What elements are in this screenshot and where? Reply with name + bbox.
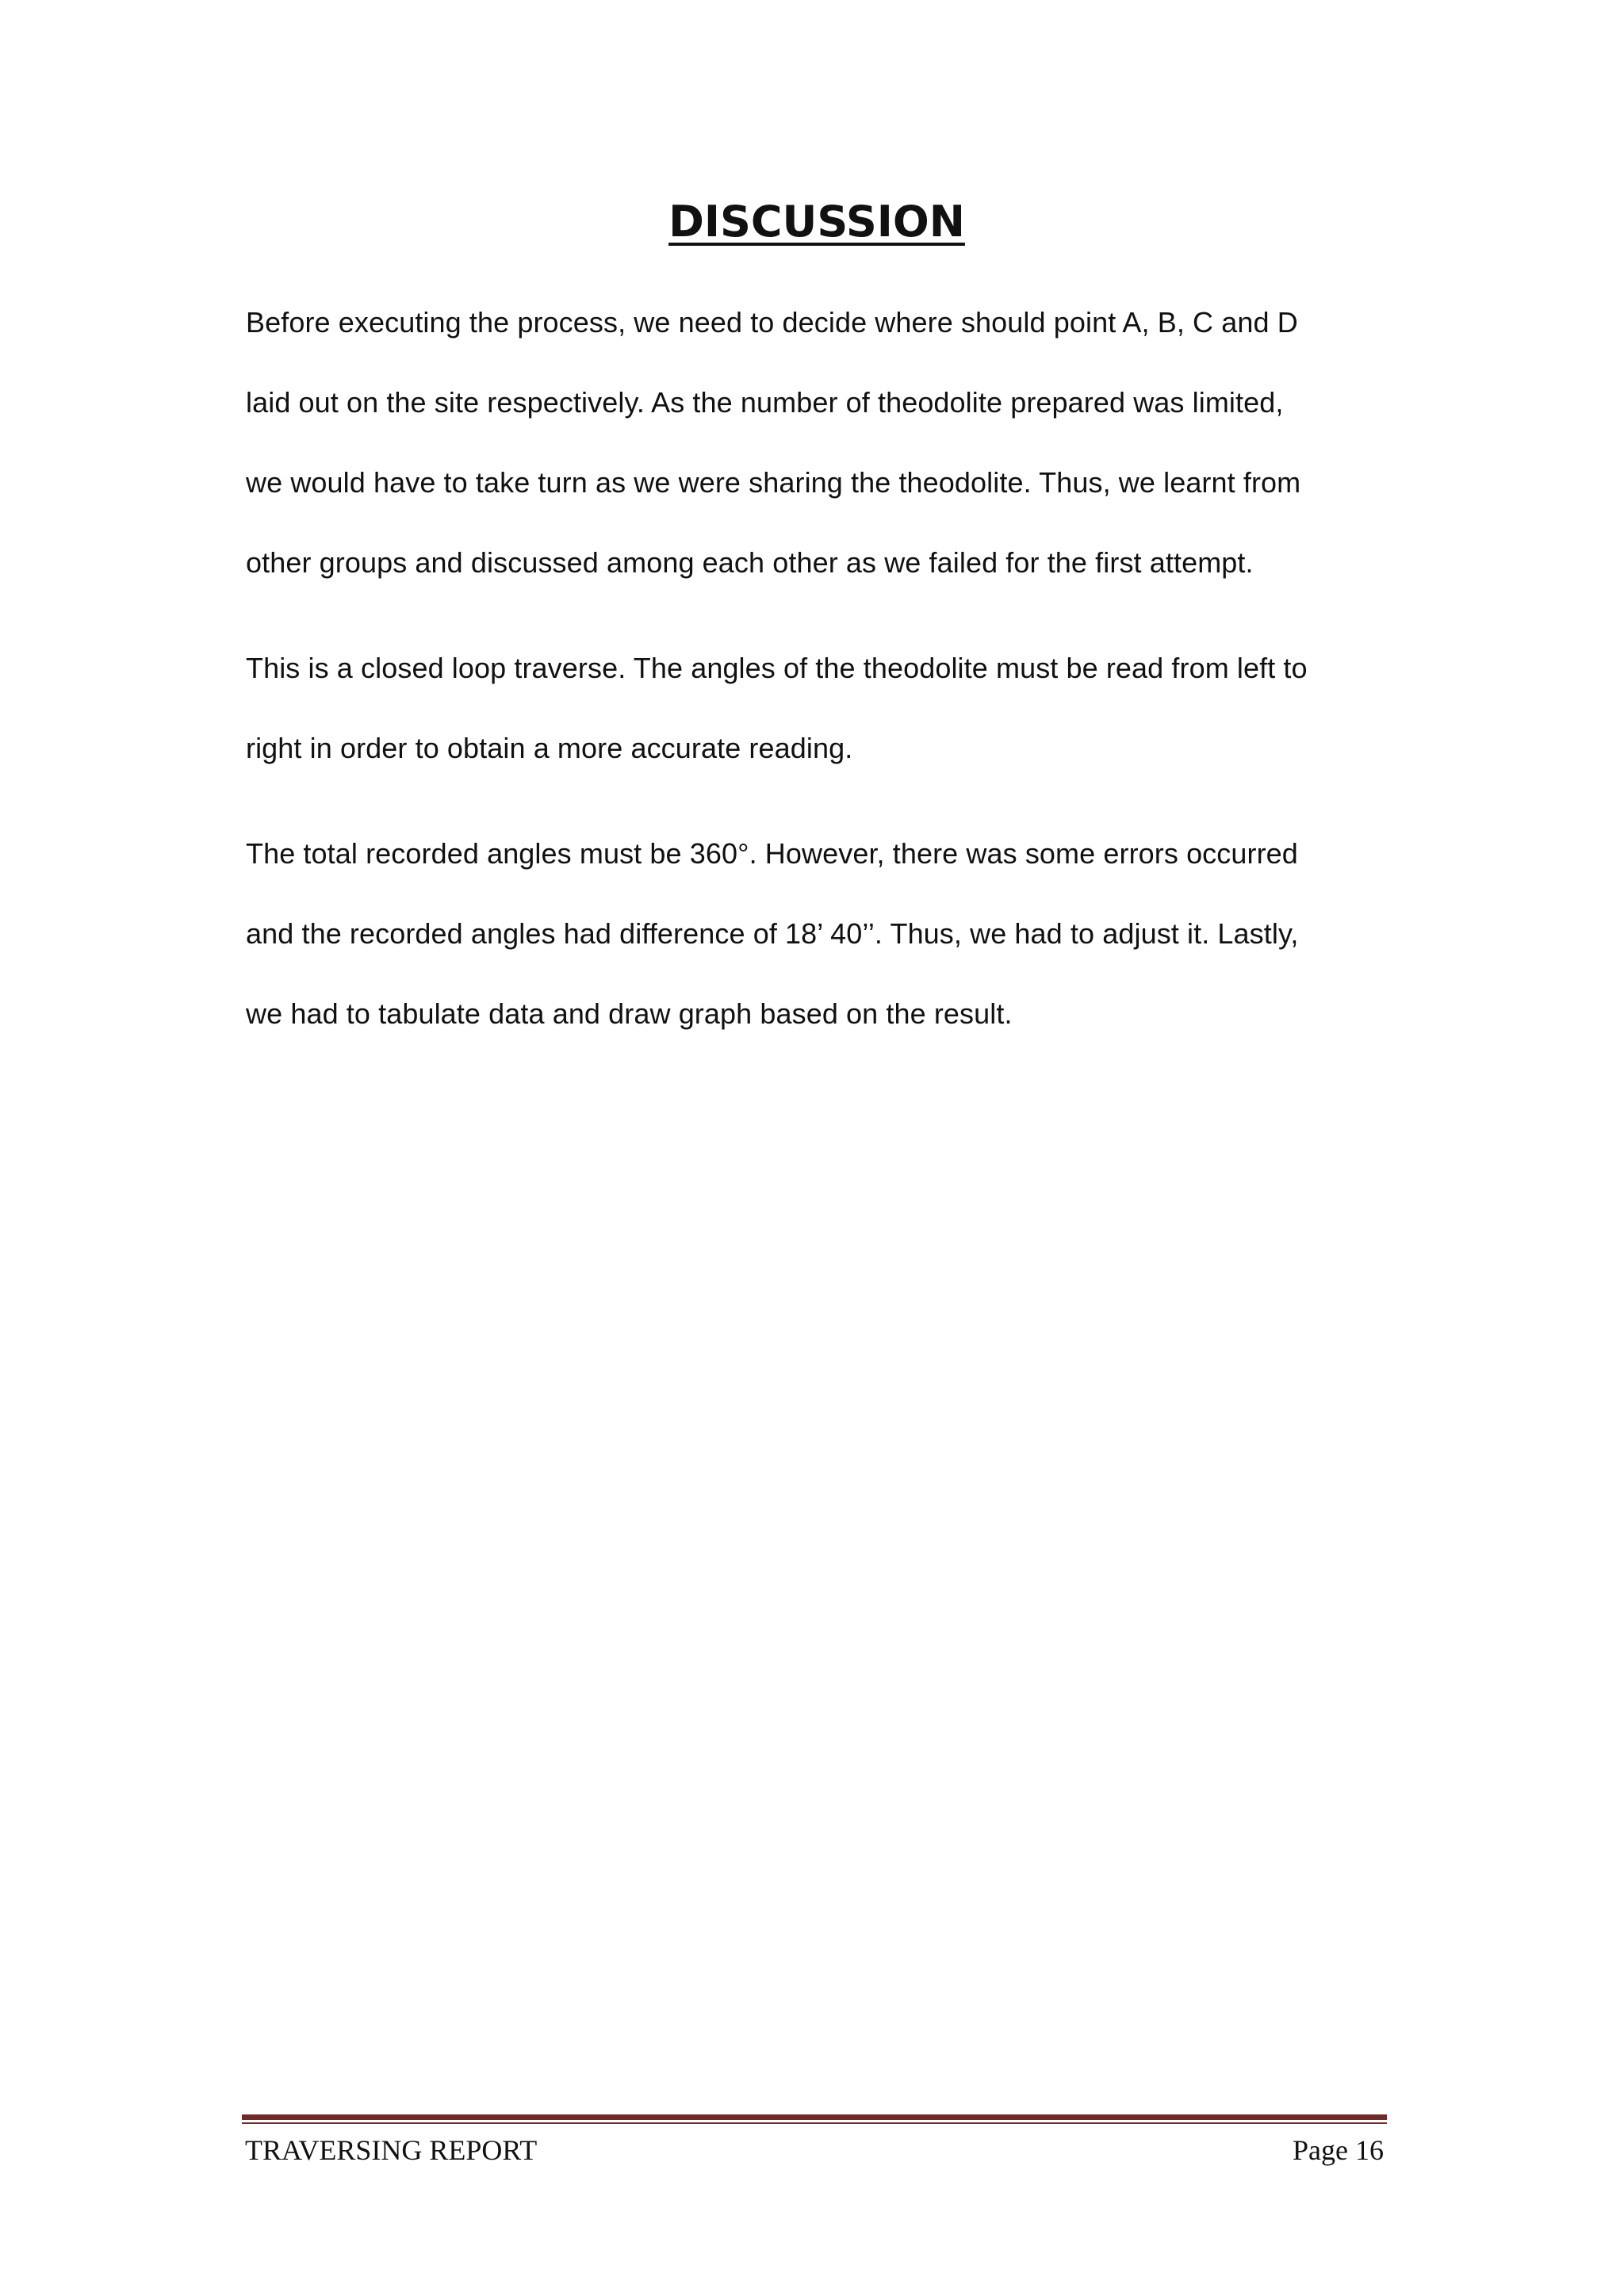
paragraph-3 (246, 813, 1388, 1054)
footer-page-number: Page 16 (1293, 2134, 1384, 2166)
footer-rule-thick (242, 2114, 1387, 2120)
paragraph-spacer (246, 603, 1388, 628)
footer-report-title: TRAVERSING REPORT (245, 2134, 538, 2166)
paragraph-line: right in order to obtain a more accurate reading. (246, 732, 853, 764)
paragraph-line: The total recorded angles must be 360°. However, there was some errors occurred (246, 837, 1298, 870)
paragraph-line: laid out on the site respectively. As the number of theodolite prepared was limited, (246, 386, 1284, 419)
page-title: DISCUSSION (668, 197, 965, 247)
footer-row (242, 2133, 1387, 2167)
paragraph-line: This is a closed loop traverse. The angles of the theodolite must be read from left to (246, 652, 1308, 684)
paragraph-line: Before executing the process, we need to decide where should point A, B, C and D (246, 306, 1298, 339)
paragraph-2 (246, 628, 1388, 788)
paragraph-line: we had to tabulate data and draw graph based on the result. (246, 997, 1013, 1030)
paragraph-line: other groups and discussed among each other as we failed for the first attempt. (246, 546, 1254, 579)
page-footer (242, 2114, 1387, 2167)
footer-rule-thin (242, 2122, 1387, 2124)
page-content (246, 190, 1388, 1054)
paragraph-line: and the recorded angles had difference of 18’ 40’’. Thus, we had to adjust it. Lastly, (246, 917, 1299, 950)
paragraph-spacer (246, 788, 1388, 813)
paragraph-1 (246, 282, 1388, 603)
paragraph-line: we would have to take turn as we were sharing the theodolite. Thus, we learnt from (246, 466, 1301, 499)
